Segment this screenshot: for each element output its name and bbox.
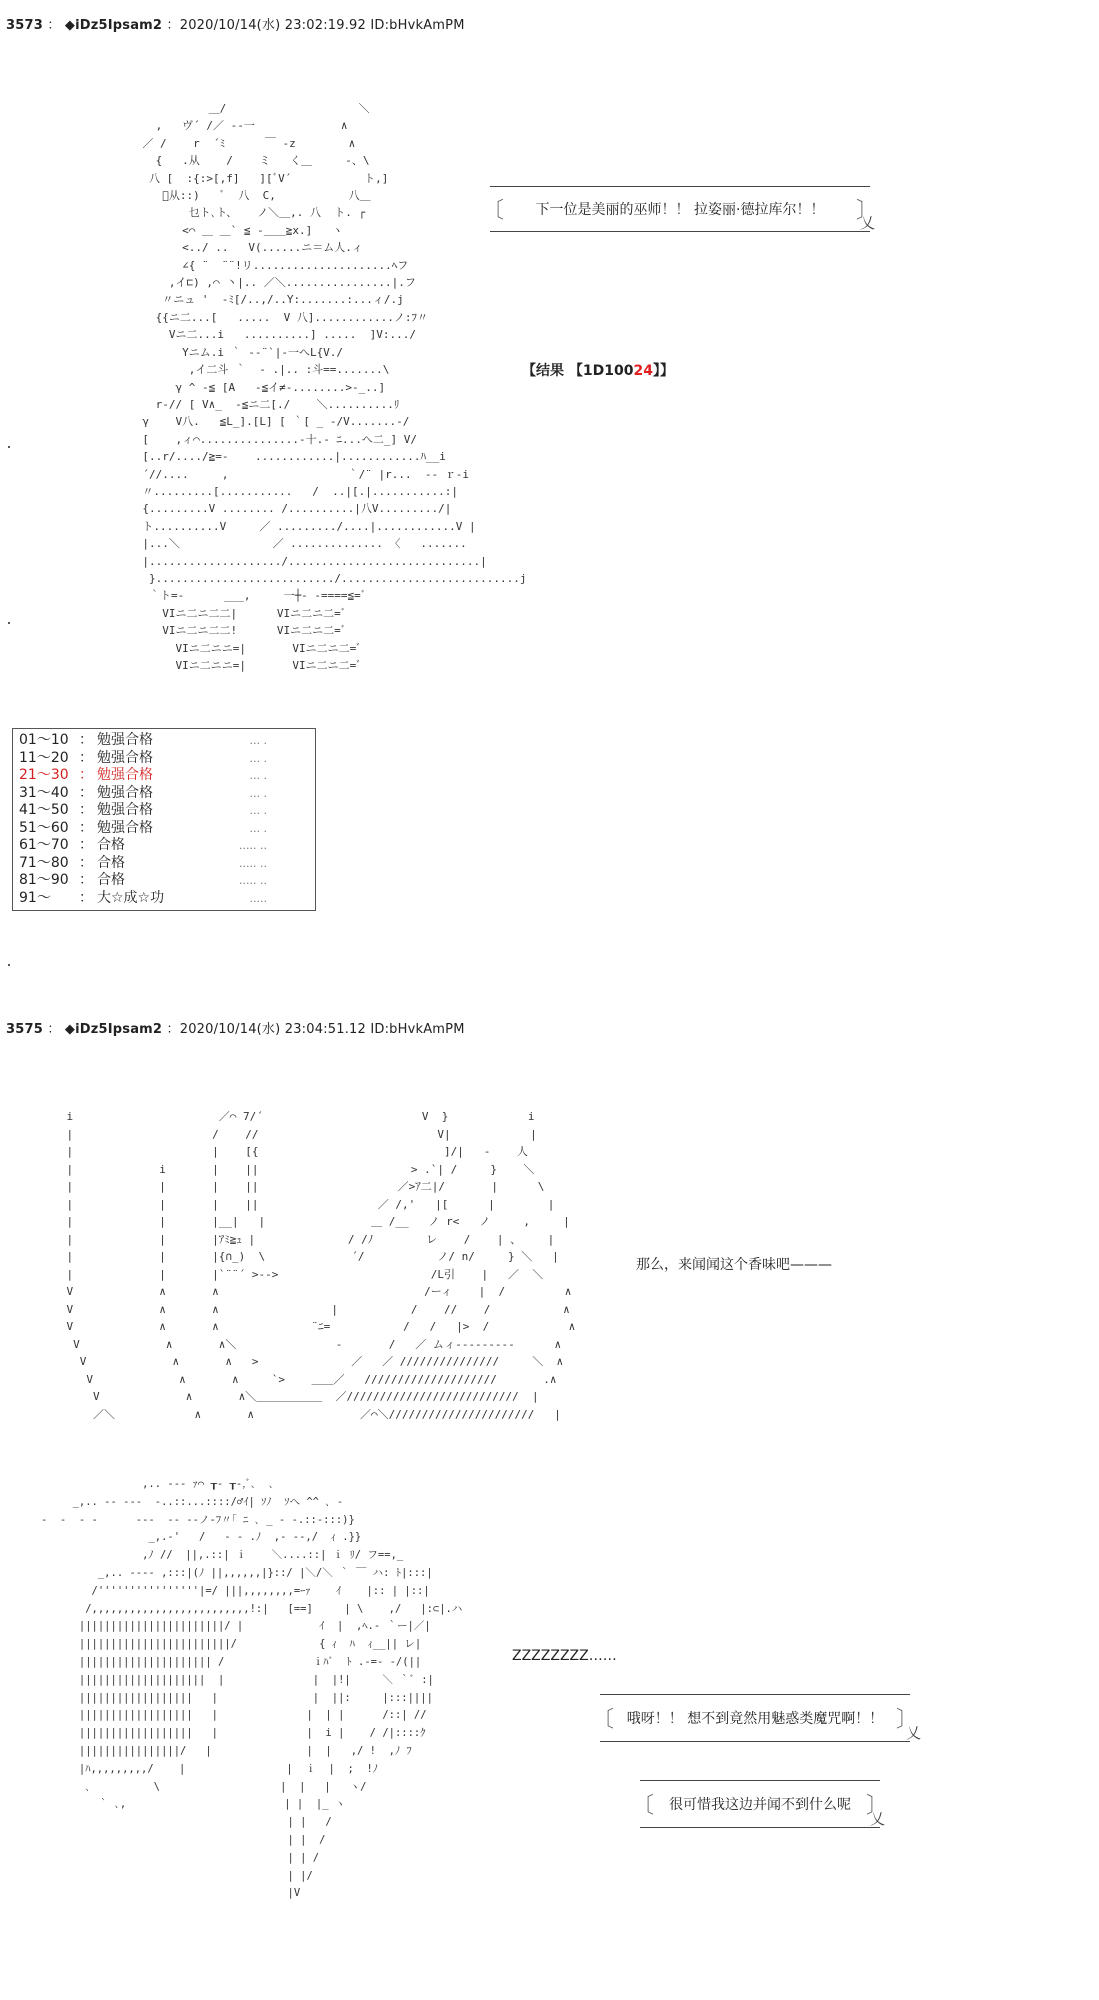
post-header-1	[6, 14, 465, 33]
table-row: 91～ ： 大☆成☆功 .....	[19, 889, 267, 906]
speech-text: 〔 下一位是美丽的巫师！！ 拉姿丽·德拉库尔！！	[535, 202, 825, 218]
post-datetime: ：2020/10/14(水) 23:02:19.92 ID:bHvkAmPM	[166, 18, 465, 33]
table-row-highlighted: 21～30 ： 勉强合格 ... .	[19, 767, 267, 783]
table-row: 31～40 ： 勉强合格 ... .	[19, 784, 267, 801]
speech-text: 〔 很可惜我这边并闻不到什么呢	[669, 1797, 851, 1813]
dice-result: 【结果 【1D10024】】	[522, 363, 674, 379]
dice-value: 24	[633, 363, 653, 379]
result-table	[12, 728, 316, 911]
table-row: 71～80 ： 合格 ..... ..	[19, 854, 267, 871]
table-row: 61～70 ： 合格 ..... ..	[19, 837, 267, 853]
bubble-tail-icon: 乂	[870, 1810, 886, 1828]
separator: ：	[47, 18, 61, 33]
bubble-tail-icon: 乂	[906, 1724, 922, 1742]
table-row: 51～60 ： 勉强合格 ... .	[19, 819, 267, 836]
speech-bubble	[490, 186, 870, 232]
speech-text: 〔 哦呀！！ 想不到竟然用魅惑类魔咒啊！！	[626, 1711, 884, 1727]
table-row: 11～20 ： 勉强合格 ... .	[19, 749, 267, 766]
post-datetime: ：2020/10/14(水) 23:04:51.12 ID:bHvkAmPM	[166, 1022, 465, 1037]
post-number[interactable]: 3573	[6, 18, 43, 33]
stray-dot	[8, 446, 10, 448]
speech-bubble	[600, 1694, 910, 1742]
ascii-art-figure: ＿/ ＼ , ヴ´ /／ ‐‐一 ∧ ／ / r ´ﾐ ￣ ‐z ∧ { .从 / ミ く＿ ‐、\ 八 [ :{:>[,f] ][ﾞV´ ト,] ﾞ从::) ﾞ 八 C, 八＿ 乜ト､ト、 ノ＼＿,. 八 ト. ┌ <⌒ ＿ ＿` ≦ -＿＿≧x.] ヽ <../ .. V(......ニ＝ム人.ィ ∠{ ¨ ¨¨!リ.....................ﾍフ ,イ⊏) ,⌒ 丶|.. ／＼................|.フ 〃ニュ ' -ﾐ[/..,/..Y:.......:...ィ/.j {{ニ二...[ ..... V 八]............ノ:ﾌ〃 Vニ二...i ..........] ..... ]V:.../ Yニム.i ｀ ‐‐¨`|‐一へL{V./ ,イ二斗 ｀ - .|.. :斗==.......\ γ ^ ‐≦ [A -≦イ≠-........>‐_..] r‐// [ V∧_ ‐≦ニ二[./ ＼..........ﾘ γ V八. ≦L_].[L] [ ｀[ _ ‐/V.......-/ [ ,ィ⌒...............‐十.‐ ﾆ...へ二_] V/ [..r/..../≧=- ............|............ﾊ__i ´//.... , ｀/¨ |r... ‐‐ ｒ‐i 〃.........[........... / ..|[.|...........:| {.........V ........ /..........|八V........./| ト..........V ／ ........./....|............V | |...＼ ／ .............. 〈 ....... |..................../.............................| }.........................../...........................j ｀ト=- ___, 一┼‐ ‐====≦=ﾞ VIニ二ニ二二| VIニ二ニ二=ﾞ VIニ二ニ二二! VIニ二ニ二=ﾞ VIニ二ニニ=| VIニ二ニ二=ﾞ VIニ二ニニ=| VIニ二ニ二=ﾞ	[142, 102, 527, 672]
bubble-tail-icon: 乂	[860, 214, 876, 232]
ascii-art-sleeper: ,.. ‐‐‐ ｧ⌒ ┰‐ ┰‐,ﾞ､ ､ _,.. ‐‐ ‐‐- ‐..::...::::/♂ｲ| ｿﾉ ｿへ ^^ ､ - ‐ ‐ ‐ ‐ ‐‐‐ ‐‐ ‐‐ノ‐ﾌ〃｢ ﾆ ､ _ ‐ ‐.::-:::)} _,.-' / ‐ ‐ .ﾉ ,‐ ‐-,/ ｨ .}} ,ﾉ // ||,.::| ｉ ＼....::| ｉ ﾘ/ フ==,_ _,.. ‐‐-‐ ,:::|(ﾉ ||,,,,,,|}::/ |＼/＼ ｀ ￣ ハ: ﾄ|:::| /''''''''''''''''|=/ |||,,,,,,,,=ｰｧ ｲ |:: | |::| /,,,,,,,,,,,,,,,,,,,,,,,,,!:| [==] | \ ,/ |:⊂|.ハ |||||||||||||||||||||||/ | ｲ | ,ﾍ.‐ ｀ー|／| ||||||||||||||||||||||||/ { ｨ ﾊ ｨ__|| レ| ||||||||||||||||||||| / ｉﾊﾞ ﾄ .-=‐ -/(|| |||||||||||||||||||| | | |!| ＼ ｀ﾞ :| |||||||||||||||||| | | ||: |:::|||| |||||||||||||||||| | | | | /::| // |||||||||||||||||| | | i | / /|::::ｸ ||||||||||||||||/ | | | ,/ ! ,ﾉ ﾌ |ﾊ,,,,,,,,,/ | | ｉ | ; !ﾉ ､ \ | | | ヽ/ ｀ ､, | | |_ ヽ | | / | | / | | / | |/ |V	[40, 1478, 463, 1900]
post-number[interactable]: 3575	[6, 1022, 43, 1037]
post-header-2	[6, 1018, 465, 1037]
narration-text: 那么，来闻闻这个香味吧———	[636, 1257, 832, 1273]
table-row: 01～10 ： 勉强合格 ... .	[19, 732, 267, 748]
table-row: 41～50 ： 勉强合格 ... .	[19, 802, 267, 818]
stray-dot	[8, 964, 10, 966]
table-row: 81～90 ： 合格 ..... ..	[19, 872, 267, 888]
ascii-art-face: i ／⌒ 7/´ V } i | / // V| | | | [{ ]/| ‐ 人 | i | || > .`| / } ＼ | | | || ／>ｱ二|/ | \ | | | || ／ /,' |[ | | | | |__| | ＿ /__ ノ r< ノ , | | | |ｱﾐ≧ｭ | / /ﾉ レ / | 、 | | | |{∩_) \ ´/ ノ/ n/ } ＼ | | | |`¨¨´ >--> /L引 | ／ ＼ V ∧ ∧ /ーィ | / ∧ V ∧ ∧ | / // / ∧ V ∧ ∧ ¨ﾆ= / / |> / ∧ V ∧ ∧＼ ‐ / ／ ムィ‐‐‐‐‐‐‐‐‐ ∧ V ∧ ∧ > ／ ／ /////////////// ＼ ∧ V ∧ ∧ `> ＿＿／ //////////////////// .∧ V ∧ ∧＼＿＿＿＿＿＿ ／////////////////////////// | ／＼ ∧ ∧ ／⌒＼////////////////////// |	[66, 1110, 576, 1421]
separator: ：	[47, 1022, 61, 1037]
stray-dot	[8, 622, 10, 624]
poster-name: ◆iDz5Ipsam2	[64, 1022, 163, 1037]
speech-bubble	[640, 1780, 880, 1828]
snore-text: ZZZZZZZZ……	[512, 1648, 617, 1664]
poster-name: ◆iDz5Ipsam2	[64, 18, 163, 33]
